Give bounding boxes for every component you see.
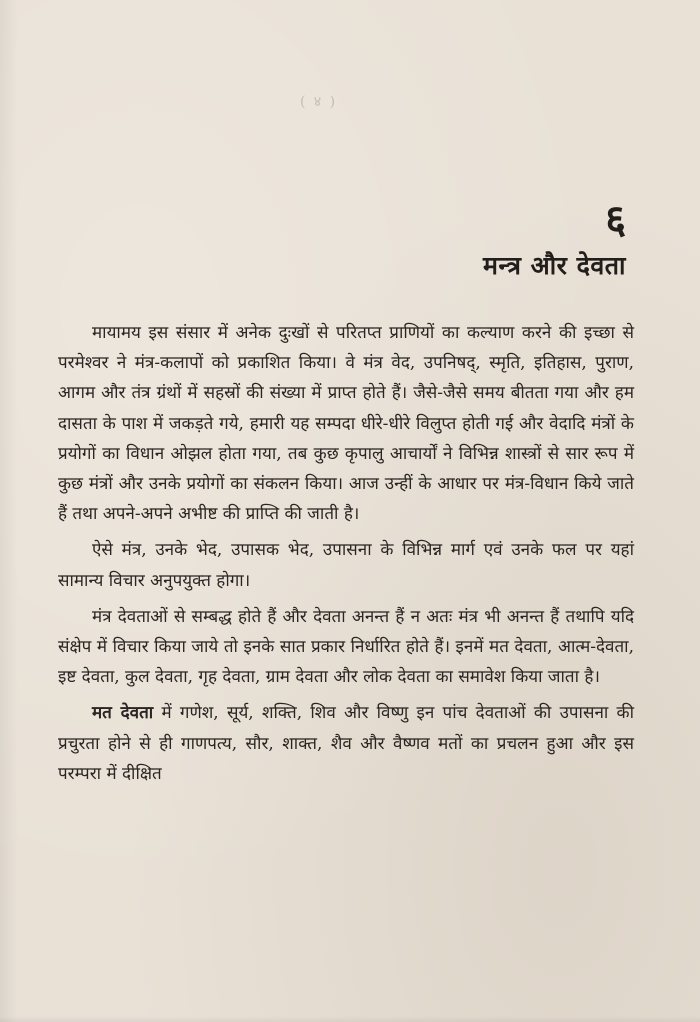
lead-term: मत देवता [92,703,154,724]
paragraph-3: मंत्र देवताओं से सम्बद्ध होते हैं और देवता अनन्त हैं न अतः मंत्र भी अनन्त हैं तथापि यदि संक्षेप में विचार किया जाये तो इनके सात प्रकार निर्धारित होते हैं। इनमें मत देवता, आत्म-देवता, इष्ट देवता, कुल देवता, गृह देवता, ग्राम देवता और लोक देवता का समावेश किया जाता है। [58,606,634,688]
chapter-title: मन्त्र और देवता [483,251,626,280]
bleed-through-header: ( ४ ) [300,94,338,110]
paragraph-2: ऐसे मंत्र, उनके भेद, उपासक भेद, उपासना के विभिन्न मार्ग एवं उनके फल पर यहां सामान्य विचार अनुपयुक्त होगा। [58,540,634,591]
paragraph-4-text: में गणेश, सूर्य, शक्ति, शिव और विष्णु इन पांच देवताओं की उपासना की प्रचुरता होने से ही गाणपत्य, सौर, शाक्त, शैव और वैष्णव मतों का प्रचलन हुआ और इस परम्परा में दीक्षित [58,703,634,784]
paragraph-4 [58,698,634,789]
chapter-number: ६ [605,196,626,243]
page-bottom-edge [0,1016,700,1022]
paragraph-1: मायामय इस संसार में अनेक दुःखों से परितप्त प्राणियों का कल्याण करने की इच्छा से परमेश्वर ने मंत्र-कलापों को प्रकाशित किया। वे मंत्र वेद, उपनिषद्, स्मृति, इतिहास, पुराण, आगम और तंत्र ग्रंथों में सहस्रों की संख्या में प्राप्त होते हैं। जैसे-जैसे समय बीतता गया और हम दासता के पाश में जकड़ते गये, हमारी यह सम्पदा धीरे-धीरे विलुप्त होती गई और वेदादि मंत्रों के प्रयोगों का विधान ओझल होता गया, तब कुछ कृपालु आचार्यों ने विभिन्न शास्त्रों से सार रूप में कुछ मंत्रों और उनके प्रयोगों का संकलन किया। आज उन्हीं के आधार पर मंत्र-विधान किये जाते हैं तथा अपने-अपने अभीष्ट की प्राप्ति की जाती है। [58,323,634,525]
body-text [58,318,634,795]
